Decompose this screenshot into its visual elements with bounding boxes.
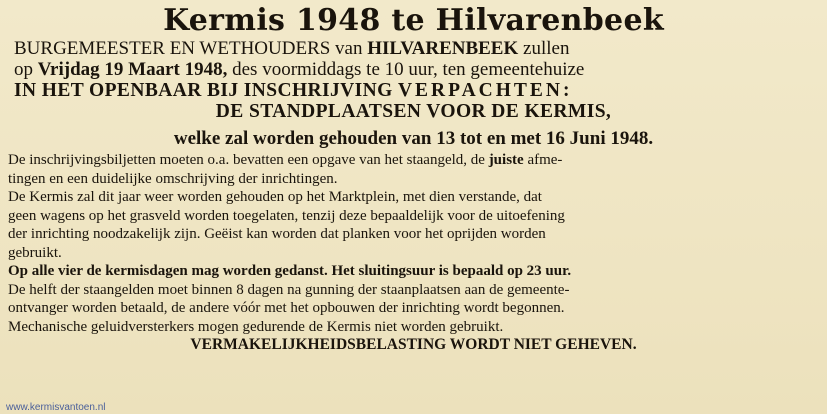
body-p2-line-4: gebruikt. [8, 244, 62, 261]
body-p1-line-2: tingen en een duidelijke omschrijving der inrichtingen. [8, 170, 338, 187]
intro-line-3 [8, 80, 819, 101]
fair-dates: welke zal worden gehouden van 13 tot en met 16 Juni 1948. [173, 128, 654, 149]
intro-line-2 [8, 59, 819, 80]
body-p1-line-1 [8, 151, 819, 170]
body-p2-line-1: De Kermis zal dit jaar weer worden gehouden op het Marktplein, met dien verstande, dat [8, 189, 542, 205]
intro-text: op [14, 59, 38, 80]
body-p4-line-1: De helft der staangelden moet binnen 8 dagen na gunning der staanplaatsen aan de gemeente- [8, 281, 570, 298]
watermark: www.kermisvantoen.nl [6, 402, 106, 413]
emphasis-juiste: juiste [488, 152, 524, 168]
municipality-name: HILVARENBEEK [367, 38, 519, 59]
intro-line-4: DE STANDPLAATSEN VOOR DE KERMIS, [215, 101, 612, 122]
verpachten-word: VERPACHTEN: [397, 80, 573, 101]
body-p4-line-2: ontvanger worden betaald, de andere vóór met het opbouwen der inrichting wordt begonnen. [8, 300, 565, 316]
dance-closing-hour: Op alle vier de kermisdagen mag worden gedanst. Het sluitingsuur is bepaald op 23 uur. [8, 263, 572, 279]
notice-title: Kermis 1948 te Hilvarenbeek [163, 3, 664, 38]
body-p2-line-3: der inrichting noodzakelijk zijn. Geëist kan worden dat planken voor het oprijden worden [8, 226, 546, 242]
intro-text: des voormiddags te 10 uur, ten gemeentehuize [227, 59, 585, 80]
tax-notice: VERMAKELIJKHEIDSBELASTING WORDT NIET GEHEVEN. [190, 336, 637, 353]
auction-date: Vrijdag 19 Maart 1948, [37, 59, 228, 80]
body-text: De inschrijvingsbiljetten moeten o.a. bevatten een opgave van het staangeld, de [8, 152, 489, 168]
body-p2-line-2: geen wagens op het grasveld worden toegelaten, tenzij deze bepaaldelijk voor de uitoefening [8, 207, 565, 224]
intro-line-1 [8, 38, 819, 59]
intro-text: BURGEMEESTER EN WETHOUDERS van [14, 38, 368, 59]
body-p4-line-3: Mechanische geluidversterkers mogen gedurende de Kermis niet worden gebruikt. [8, 318, 504, 335]
intro-text: zullen [518, 38, 570, 59]
intro-text: IN HET OPENBAAR BIJ INSCHRIJVING [14, 80, 398, 101]
body-text: afme- [523, 152, 563, 168]
